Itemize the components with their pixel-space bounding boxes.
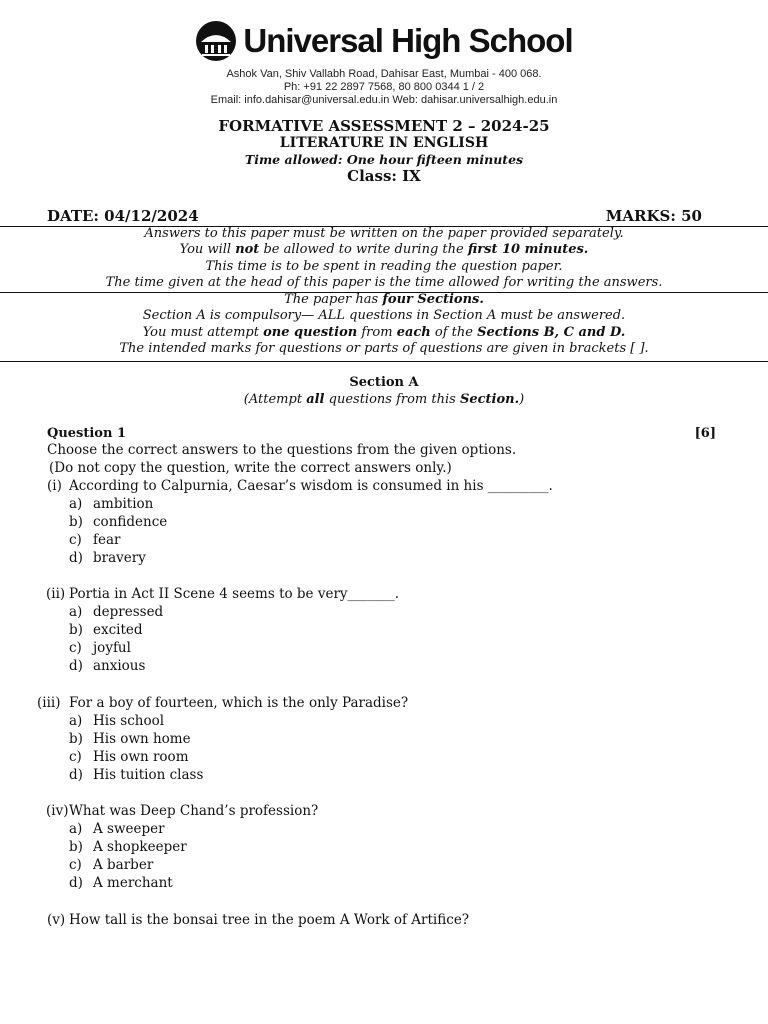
option: b) excited <box>69 622 143 638</box>
exam-date: DATE: 04/12/2024 <box>47 207 199 225</box>
item-text: Portia in Act II Scene 4 seems to be very_______. <box>69 586 400 602</box>
item-text: What was Deep Chand’s profession? <box>69 803 319 819</box>
instruction-line: This time is to be spent in reading the question paper. <box>205 258 563 274</box>
instruction-line: The intended marks for questions or parts of questions are given in brackets [ ]. <box>119 340 649 356</box>
question-instruction: Choose the correct answers to the questions from the given options. <box>47 442 517 458</box>
instructions-block-2 <box>0 292 768 357</box>
school-address: Ashok Van, Shiv Vallabh Road, Dahisar East, Mumbai - 400 068. <box>226 68 542 80</box>
exam-subject: LITERATURE IN ENGLISH <box>279 135 489 151</box>
item-number: (v) <box>47 912 66 928</box>
instruction-line: Section A is compulsory— ALL questions in Section A must be answered. <box>142 308 626 324</box>
option: c) fear <box>69 532 121 548</box>
option: b) confidence <box>69 514 168 530</box>
section-title: Section A <box>349 375 419 390</box>
option: a) A sweeper <box>69 821 165 837</box>
item-number: (iv) <box>46 803 69 819</box>
question-marks: [6] <box>694 426 716 441</box>
letterhead <box>0 20 768 107</box>
option: b) A shopkeeper <box>69 839 187 855</box>
item-text: According to Calpurnia, Caesar’s wisdom is consumed in his _________. <box>69 478 553 494</box>
section-subtitle: (Attempt all questions from this Section.) <box>243 392 525 407</box>
instruction-line: The paper has four Sections. <box>284 292 484 307</box>
instruction-line: You will not be allowed to write during the first 10 minutes. <box>179 242 589 258</box>
option: d) A merchant <box>69 875 173 891</box>
date-marks-bar <box>47 207 702 225</box>
question-header <box>47 426 716 441</box>
option: a) depressed <box>69 604 164 620</box>
option: d) bravery <box>69 550 146 566</box>
item-text: How tall is the bonsai tree in the poem A Work of Artifice? <box>69 912 470 928</box>
divider <box>0 361 768 362</box>
exam-time: Time allowed: One hour fifteen minutes <box>244 152 524 167</box>
item-number: (iii) <box>37 695 61 711</box>
option: c) His own room <box>69 749 189 765</box>
question-label: Question 1 <box>47 426 127 441</box>
exam-title: FORMATIVE ASSESSMENT 2 – 2024-25 <box>218 117 550 135</box>
exam-title-block <box>0 117 768 185</box>
brand <box>0 20 768 62</box>
item-number: (ii) <box>46 586 66 602</box>
option: b) His own home <box>69 731 191 747</box>
instruction-line: Answers to this paper must be written on the paper provided separately. <box>144 226 624 241</box>
school-phone: Ph: +91 22 2897 7568, 80 800 0344 1 / 2 <box>283 81 485 93</box>
item-number: (i) <box>47 478 62 494</box>
exam-marks: MARKS: 50 <box>605 207 702 225</box>
question-note: (Do not copy the question, write the correct answers only.) <box>49 460 452 476</box>
instruction-line: The time given at the head of this paper is the time allowed for writing the answers. <box>105 274 663 290</box>
instruction-line: You must attempt one question from each of the Sections B, C and D. <box>142 324 626 340</box>
option: a) ambition <box>69 496 154 512</box>
option: c) joyful <box>69 640 131 656</box>
option: a) His school <box>69 713 165 729</box>
school-logo-icon <box>195 20 237 62</box>
option: c) A barber <box>69 857 154 873</box>
item-text: For a boy of fourteen, which is the only Paradise? <box>69 695 409 711</box>
option: d) His tuition class <box>69 767 204 783</box>
exam-class: Class: IX <box>347 167 421 185</box>
school-name: Universal High School <box>243 22 573 59</box>
school-email-web: Email: info.dahisar@universal.edu.in Web: dahisar.universalhigh.edu.in <box>210 94 558 106</box>
instructions-block-1 <box>0 226 768 291</box>
option: d) anxious <box>69 658 146 674</box>
